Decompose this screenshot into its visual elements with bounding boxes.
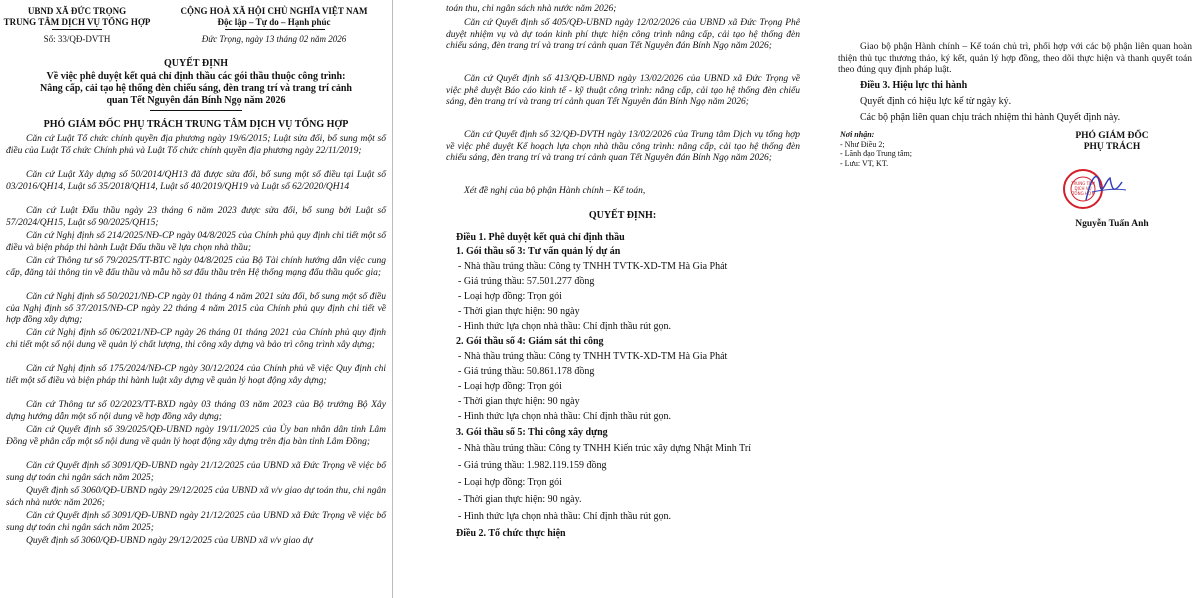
package-4-price: - Giá trúng thầu: 50.861.178 đồng [458, 366, 595, 377]
basis-18: Căn cứ Quyết định số 32/QĐ-DVTH ngày 13/02/2026 của Trung tâm Dịch vụ tổng hợp về việc phê duyệt Kế hoạch lựa chọn nhà thầu công trình: nâng cấp, cải tạo hệ thống đèn chiếu sáng, đèn trang trí và trang trí cảnh quan Tết Nguyên đán Bính Ngọ năm 2026; [446, 130, 800, 164]
article1-title: Điều 1. Phê duyệt kết quả chỉ định thầu [456, 232, 625, 243]
package-4-title: 2. Gói thầu số 4: Giám sát thi công [456, 336, 604, 347]
decision-heading: QUYẾT ĐỊNH: [588, 210, 657, 221]
org-line2: TRUNG TÂM DỊCH VỤ TỔNG HỢP [3, 17, 151, 27]
doc-number: Số: 33/QĐ-DVTH [43, 34, 111, 44]
basis-19: Xét đề nghị của bộ phận Hành chính – Kế toán, [464, 186, 646, 196]
title-sub2: Nâng cấp, cải tạo hệ thống đèn chiếu sáng, đèn trang trí và trang trí cảnh [40, 83, 352, 94]
basis-7: Căn cứ Nghị định số 06/2021/NĐ-CP ngày 26 tháng 01 tháng 2021 của Chính phủ quy định chi tiết một số nội dung về quản lý chất lượng, thi công xây dựng và bảo trì công trình xây dựng; [6, 328, 386, 350]
motto: Độc lập – Tự do – Hạnh phúc [217, 17, 331, 27]
signature-title2: PHỤ TRÁCH [1083, 142, 1141, 152]
package-5-contractor: - Nhà thầu trúng thầu: Công ty TNHH Kiến trúc xây dựng Nhật Minh Trí [458, 443, 751, 454]
signer-name: Nguyễn Tuấn Anh [1075, 219, 1149, 229]
package-5-method: - Hình thức lựa chọn nhà thầu: Chỉ định thầu rút gọn. [458, 511, 672, 522]
article3-line2: Các bộ phận liên quan chịu trách nhiệm thi hành Quyết định này. [860, 112, 1121, 123]
package-3-duration: - Thời gian thực hiện: 90 ngày [458, 306, 580, 317]
divider [225, 29, 325, 30]
package-5-title: 3. Gói thầu số 5: Thi công xây dựng [456, 427, 608, 438]
basis-12: Quyết định số 3060/QĐ-UBND ngày 29/12/2025 của UBND xã v/v giao dự toán thu, chi ngân sách nhà nước năm 2026; [6, 486, 386, 508]
basis-17: Căn cứ Quyết định số 413/QĐ-UBND ngày 13/02/2026 của UBND xã Đức Trọng về việc phê duyệt Báo cáo kinh tế - kỹ thuật công trình: nâng cấp, cải tạo hệ thống đèn chiếu sáng, đèn trang trí và trang trí cảnh quan Tết Nguyên đán Bính Ngọ năm 2026; [446, 74, 800, 108]
basis-4: Căn cứ Nghị định số 214/2025/NĐ-CP ngày 04/8/2025 của Chính phủ quy định chi tiết một số điều và biện pháp thi hành Luật Đấu thầu về lựa chọn nhà thầu; [6, 231, 386, 253]
basis-8: Căn cứ Nghị định số 175/2024/NĐ-CP ngày 30/12/2024 của Chính phủ về việc Quy định chi tiết một số điều và biện pháp thi hành luật xây dựng về quản lý hoạt động xây dựng; [6, 364, 386, 386]
package-5-price: - Giá trúng thầu: 1.982.119.159 đồng [458, 460, 607, 471]
package-3-price: - Giá trúng thầu: 57.501.277 đồng [458, 276, 595, 287]
basis-16: Căn cứ Quyết định số 405/QĐ-UBND ngày 12/02/2026 của UBND xã Đức Trọng Phê duyệt nhiệm vụ và dự toán kinh phí thực hiện công trình nâng cấp, cải tạo hệ thống đèn chiếu sáng, đèn trang trí và trang trí cảnh quan Tết Nguyên đán Bính Ngọ năm 2026; [446, 18, 800, 52]
basis-10: Căn cứ Quyết định số 39/2025/QĐ-UBND ngày 19/11/2025 của Ủy ban nhân dân tỉnh Lâm Đồng về phân cấp một số nội dung về quản lý hoạt động xây dựng trên địa bàn tỉnh Lâm Đồng; [6, 425, 386, 447]
basis-2: Căn cứ Luật Xây dựng số 50/2014/QH13 đã được sửa đổi, bổ sung một số điều tại Luật số 03/2016/QH14, Luật số 35/2018/QH14, Luật số 40/2019/QH19 và Luật số 62/2020/QH14 [6, 170, 386, 192]
article3-title: Điều 3. Hiệu lực thi hành [860, 80, 968, 91]
seal-and-signature [1062, 160, 1132, 218]
package-5-duration: - Thời gian thực hiện: 90 ngày. [458, 494, 582, 505]
basis-6: Căn cứ Nghị định số 50/2021/NĐ-CP ngày 01 tháng 4 năm 2021 sửa đổi, bổ sung một số điều của Nghị định số 37/2015/NĐ-CP ngày 22 tháng 4 năm 2015 của Chính phủ quy định chi tiết về hợp đồng xây dựng; [6, 292, 386, 326]
divider [52, 29, 102, 30]
basis-14: Quyết định số 3060/QĐ-UBND ngày 29/12/2025 của UBND xã v/v giao dự [26, 536, 313, 546]
basis-3: Căn cứ Luật Đấu thầu ngày 23 tháng 6 năm 2023 được sửa đổi, bổ sung bởi Luật số 57/2024/QH15, Luật số 90/2025/QH15; [6, 206, 386, 228]
authority: PHÓ GIÁM ĐỐC PHỤ TRÁCH TRUNG TÂM DỊCH VỤ TỔNG HỢP [43, 119, 349, 130]
package-4-contractor: - Nhà thầu trúng thầu: Công ty TNHH TVTK-XD-TM Hà Gia Phát [458, 351, 728, 362]
article3-line1: Quyết định có hiệu lực kể từ ngày ký. [860, 96, 1012, 107]
basis-1: Căn cứ Luật Tổ chức chính quyền địa phương ngày 19/6/2015; Luật sửa đổi, bổ sung một số điều của Luật Tổ chức Chính phủ và Luật Tổ chức chính quyền địa phương ngày 22/11/2019; [6, 134, 386, 156]
package-4-contract-type: - Loại hợp đồng: Trọn gói [458, 381, 562, 392]
recipients-label: Nơi nhận: [840, 130, 875, 139]
basis-9: Căn cứ Thông tư số 02/2023/TT-BXD ngày 03 tháng 03 năm 2023 của Bộ trưởng Bộ Xây dựng hướng dẫn một số nội dung về hợp đồng xây dựng; [6, 400, 386, 422]
seal-icon [1062, 160, 1132, 218]
svg-text:TRUNG TÂM: TRUNG TÂM [1071, 181, 1095, 186]
place-date: Đức Trọng, ngày 13 tháng 02 năm 2026 [201, 34, 347, 44]
document-title: QUYẾT ĐỊNH [164, 58, 228, 69]
signature-title1: PHÓ GIÁM ĐỐC [1075, 131, 1149, 141]
recipient-item: - Lưu: VT, KT. [840, 158, 889, 168]
package-3-contract-type: - Loại hợp đồng: Trọn gói [458, 291, 562, 302]
article2-text: Giao bộ phận Hành chính – Kế toán chủ trì, phối hợp với các bộ phận liên quan hoàn thiện thủ tục thương thảo, ký kết, quản lý hợp đồng, theo dõi thực hiện và thanh quyết toán theo đúng quy định pháp luật. [838, 42, 1192, 76]
page-left [0, 0, 393, 598]
package-3-method: - Hình thức lựa chọn nhà thầu: Chỉ định thầu rút gọn. [458, 321, 672, 332]
package-4-duration: - Thời gian thực hiện: 90 ngày [458, 396, 580, 407]
package-4-method: - Hình thức lựa chọn nhà thầu: Chỉ định thầu rút gọn. [458, 411, 672, 422]
recipient-item: - Như Điều 2; [840, 139, 885, 149]
divider [150, 110, 242, 111]
page-right [832, 0, 1200, 598]
basis-13: Căn cứ Quyết định số 3091/QĐ-UBND ngày 21/12/2025 của UBND xã Đức Trọng về việc bổ sung dự toán chi ngân sách năm 2025; [6, 511, 386, 533]
package-5-contract-type: - Loại hợp đồng: Trọn gói [458, 477, 562, 488]
svg-text:TỔNG HỢP: TỔNG HỢP [1071, 191, 1095, 196]
recipient-item: - Lãnh đạo Trung tâm; [840, 149, 912, 158]
basis-15: toán thu, chi ngân sách nhà nước năm 2026; [446, 4, 617, 14]
package-3-contractor: - Nhà thầu trúng thầu: Công ty TNHH TVTK-XD-TM Hà Gia Phát [458, 261, 728, 272]
page-middle [440, 0, 805, 598]
basis-11: Căn cứ Quyết định số 3091/QĐ-UBND ngày 21/12/2025 của UBND xã Đức Trọng về việc bổ sung dự toán chi ngân sách năm 2025; [6, 461, 386, 483]
title-sub1: Về việc phê duyệt kết quả chỉ định thầu các gói thầu thuộc công trình: [46, 71, 346, 82]
article2-title: Điều 2. Tổ chức thực hiện [456, 528, 566, 539]
basis-5: Căn cứ Thông tư số 79/2025/TT-BTC ngày 04/8/2025 của Bộ Tài chính hướng dẫn việc cung cấp, đăng tải thông tin về đấu thầu và mẫu hồ sơ đấu thầu trên Hệ thống mạng đấu thầu quốc gia; [6, 256, 386, 278]
recipients [840, 130, 912, 168]
org-line1: UBND XÃ ĐỨC TRỌNG [27, 6, 127, 16]
title-sub3: quan Tết Nguyên đán Bính Ngọ năm 2026 [106, 95, 286, 106]
package-3-title: 1. Gói thầu số 3: Tư vấn quản lý dự án [456, 246, 621, 257]
svg-text:DỊCH VỤ: DỊCH VỤ [1074, 186, 1092, 191]
nation-line: CỘNG HOÀ XÃ HỘI CHỦ NGHĨA VIỆT NAM [180, 6, 368, 16]
